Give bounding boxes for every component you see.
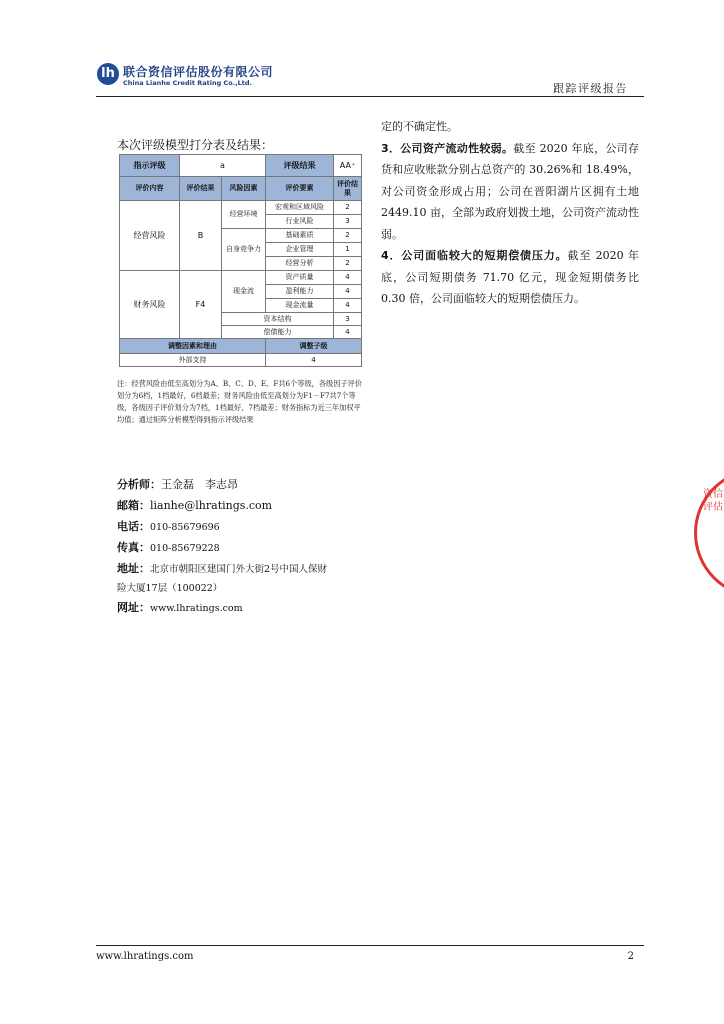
solvency-score: 4 (334, 326, 362, 339)
fax-label: 传真： (117, 541, 150, 554)
paragraph-liquidity-title: 3．公司资产流动性较弱。 (381, 141, 514, 155)
paragraph-continuation: 定的不确定性。 (381, 120, 458, 133)
factor-cash-flow: 现金流 (222, 271, 266, 313)
factor-business-environment: 经营环境 (222, 201, 266, 229)
paragraph-liquidity (381, 138, 639, 246)
fax-value: 010-85679228 (150, 543, 220, 554)
email-value[interactable]: lianhe@lhratings.com (150, 499, 273, 512)
financial-risk-result: F4 (180, 271, 222, 339)
indicative-rating-value: a (180, 155, 266, 177)
paragraph-short-term-debt-title: 4．公司面临较大的短期偿债压力。 (381, 249, 568, 262)
score-cell: 4 (334, 299, 362, 313)
col-header-score: 评价结果 (334, 177, 362, 201)
company-name-en: China Lianhe Credit Rating Co.,Ltd. (123, 79, 253, 87)
phone-label: 电话： (117, 520, 150, 533)
score-cell: 4 (334, 285, 362, 299)
element-cell: 企业管理 (266, 243, 334, 257)
header-divider (96, 96, 644, 97)
score-cell: 2 (334, 201, 362, 215)
adjust-header-reason: 调整因素和理由 (120, 339, 266, 354)
company-logo-icon: lh (97, 63, 119, 85)
website-line (117, 599, 243, 615)
element-cell: 基础素质 (266, 229, 334, 243)
rating-result-value: AA⁺ (334, 155, 362, 177)
element-cell: 现金流量 (266, 299, 334, 313)
paragraph-liquidity-body: 截至 2020 年底，公司存货和应收账款分别占总资产的 30.26%和 18.49%，对公司资金形成占用；公司在晋阳湖片区拥有土地 2449.10 亩，全部为政府划拨土地，公司资产流动性弱。 (381, 141, 639, 241)
address-line-2 (117, 580, 222, 594)
col-header-content: 评价内容 (120, 177, 180, 201)
email-line (117, 497, 272, 513)
col-header-result: 评价结果 (180, 177, 222, 201)
website-value[interactable]: www.lhratings.com (150, 603, 243, 614)
adjust-item: 外部支持 (120, 354, 266, 367)
factor-competitiveness: 自身竞争力 (222, 229, 266, 271)
analysts-label: 分析师： (117, 478, 161, 491)
score-cell: 4 (334, 271, 362, 285)
element-cell: 资产质量 (266, 271, 334, 285)
email-label: 邮箱： (117, 499, 150, 512)
website-label: 网址： (117, 601, 150, 614)
rating-model-table (119, 154, 362, 367)
rating-result-label: 评级结果 (266, 155, 334, 177)
adjust-header-notch: 调整子级 (266, 339, 362, 354)
address-line (117, 560, 327, 576)
solvency-label: 偿债能力 (222, 326, 334, 339)
analysts-line (117, 476, 238, 492)
element-cell: 行业风险 (266, 215, 334, 229)
phone-value: 010-85679696 (150, 522, 220, 533)
table-note: 注：经营风险由低至高划分为A、B、C、D、E、F共6个等级，各级因子评价划分为6档，1档最好，6档最差；财务风险由低至高划分为F1－F7共7个等级，各级因子评价划分为7档，1档最好，7档最差；财务指标为近三年加权平均值；通过矩阵分析模型得到指示评级结果 (117, 379, 362, 424)
operating-risk-label: 经营风险 (120, 201, 180, 271)
footer-divider (96, 945, 644, 946)
score-cell: 2 (334, 229, 362, 243)
score-cell: 3 (334, 215, 362, 229)
capital-structure-score: 3 (334, 313, 362, 326)
company-name-cn: 联合资信评估股份有限公司 (123, 65, 274, 79)
address-value: 北京市朝阳区建国门外大街2号中国人保财 (150, 564, 328, 575)
report-type-label: 跟踪评级报告 (553, 82, 628, 95)
element-cell: 宏观和区域风险 (266, 201, 334, 215)
address-value-2: 险大厦17层（100022） (117, 583, 223, 594)
table-title: 本次评级模型打分表及结果： (117, 138, 274, 152)
phone-line (117, 518, 220, 534)
element-cell: 盈利能力 (266, 285, 334, 299)
paragraph-short-term-debt-body: 截至 2020 年底，公司短期债务 71.70 亿元，现金短期债务比 0.30 倍，公司面临较大的短期偿债压力。 (381, 249, 639, 305)
adjust-value: 4 (266, 354, 362, 367)
paragraph-short-term-debt (381, 245, 639, 310)
col-header-factor: 风险因素 (222, 177, 266, 201)
indicative-rating-label: 指示评级 (120, 155, 180, 177)
element-cell: 经营分析 (266, 257, 334, 271)
score-cell: 2 (334, 257, 362, 271)
page-number: 2 (627, 951, 634, 962)
capital-structure-label: 资本结构 (222, 313, 334, 326)
col-header-element: 评价要素 (266, 177, 334, 201)
analysts-value: 王金磊 李志昂 (161, 478, 238, 491)
operating-risk-result: B (180, 201, 222, 271)
fax-line (117, 539, 220, 555)
company-seal-text: 资信评估 (703, 489, 723, 513)
score-cell: 1 (334, 243, 362, 257)
right-column-text (381, 116, 639, 310)
footer-website[interactable]: www.lhratings.com (96, 951, 194, 962)
financial-risk-label: 财务风险 (120, 271, 180, 339)
address-label: 地址： (117, 562, 150, 575)
